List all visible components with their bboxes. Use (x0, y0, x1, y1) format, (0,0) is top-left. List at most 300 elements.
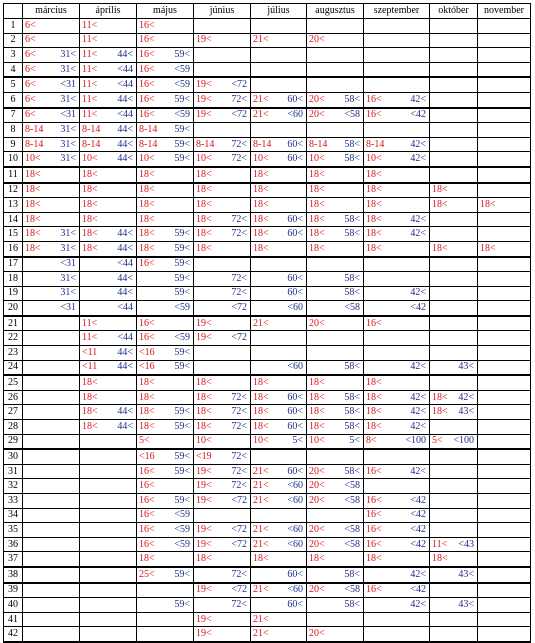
cell-blue-value: 42< (410, 598, 426, 610)
cell-red-value: 18< (432, 242, 448, 254)
cell-blue-value: 31< (60, 153, 76, 165)
table-cell (364, 301, 430, 316)
cell-red-value: 20< (309, 523, 325, 535)
table-cell (478, 92, 531, 107)
row-number: 18 (4, 272, 23, 287)
cell-blue-value: 43< (458, 598, 474, 610)
table-cell (80, 598, 137, 613)
cell-red-value: 18< (139, 198, 155, 210)
header-rownum (4, 4, 23, 19)
table-cell (430, 77, 478, 92)
cell-blue-value: 72< (231, 272, 247, 284)
cell-blue-value: <72 (231, 523, 247, 535)
cell-red-value: 18< (309, 420, 325, 432)
cell-red-value: 18< (196, 198, 212, 210)
table-row (4, 523, 531, 538)
row-number: 24 (4, 360, 23, 375)
table-cell (80, 33, 137, 48)
cell-red-value: 18< (139, 406, 155, 418)
cell-red-value: 18< (432, 391, 448, 403)
row-number: 8 (4, 123, 23, 138)
row-number: 33 (4, 494, 23, 509)
table-cell (478, 420, 531, 435)
table-cell (307, 390, 364, 405)
table-cell (251, 537, 307, 552)
cell-red-value: 18< (196, 391, 212, 403)
table-cell (194, 286, 251, 301)
table-cell (251, 567, 307, 583)
cell-blue-value: <72 (231, 109, 247, 121)
cell-red-value: 25< (139, 568, 155, 580)
table-cell (478, 286, 531, 301)
table-cell (80, 567, 137, 583)
table-cell (478, 434, 531, 449)
table-cell (307, 19, 364, 34)
table-cell (478, 598, 531, 613)
table-cell (307, 62, 364, 77)
table-cell (307, 494, 364, 509)
cell-red-value: 16< (139, 509, 155, 521)
cell-red-value: 18< (309, 184, 325, 196)
table-cell (478, 449, 531, 464)
cell-blue-value: 58< (344, 228, 360, 240)
cell-blue-value: <72 (231, 79, 247, 91)
table-cell (137, 241, 194, 256)
cell-blue-value: 42< (458, 391, 474, 403)
table-cell (430, 434, 478, 449)
cell-blue-value: <42 (410, 584, 426, 596)
cell-blue-value: 60< (287, 598, 303, 610)
table-cell (430, 92, 478, 107)
cell-blue-value: 72< (231, 138, 247, 150)
table-cell (80, 257, 137, 272)
row-number: 21 (4, 316, 23, 331)
cell-red-value: 18< (366, 213, 382, 225)
cell-blue-value: 59< (174, 123, 190, 135)
table-cell (194, 508, 251, 523)
cell-red-value: 18< (309, 377, 325, 389)
table-cell (430, 241, 478, 256)
row-number: 2 (4, 33, 23, 48)
cell-red-value: 20< (309, 628, 325, 640)
table-row (4, 227, 531, 242)
cell-red-value: 10< (139, 153, 155, 165)
table-cell (23, 627, 80, 642)
cell-blue-value: 44< (117, 242, 133, 254)
row-number: 35 (4, 523, 23, 538)
cell-blue-value: 59< (174, 287, 190, 299)
table-cell (307, 583, 364, 598)
table-cell (307, 375, 364, 390)
table-cell (194, 48, 251, 63)
table-cell (430, 567, 478, 583)
table-cell (194, 77, 251, 92)
cell-blue-value: 72< (231, 391, 247, 403)
cell-blue-value: 5< (292, 435, 303, 447)
cell-red-value: 11< (82, 93, 98, 105)
table-cell (80, 123, 137, 138)
cell-blue-value: <31 (60, 258, 76, 270)
cell-red-value: 16< (139, 494, 155, 506)
table-row (4, 137, 531, 152)
cell-red-value: <19 (196, 451, 212, 463)
table-cell (478, 137, 531, 152)
table-cell (251, 583, 307, 598)
cell-red-value: 18< (196, 406, 212, 418)
cell-blue-value: <72 (231, 332, 247, 344)
cell-blue-value: <59 (174, 332, 190, 344)
cell-blue-value: 58< (344, 153, 360, 165)
cell-blue-value: <59 (174, 509, 190, 521)
cell-blue-value: 58< (344, 272, 360, 284)
table-cell (251, 598, 307, 613)
cell-blue-value: <31 (60, 109, 76, 121)
cell-red-value: 18< (253, 213, 269, 225)
table-cell (251, 137, 307, 152)
table-cell (194, 19, 251, 34)
cell-red-value: 18< (82, 213, 98, 225)
cell-blue-value: 42< (410, 138, 426, 150)
table-row (4, 420, 531, 435)
cell-red-value: 8-14 (196, 138, 215, 150)
table-cell (137, 508, 194, 523)
table-cell (23, 479, 80, 494)
cell-blue-value: <42 (410, 494, 426, 506)
table-cell (478, 405, 531, 420)
cell-red-value: 21< (253, 584, 269, 596)
table-cell (430, 390, 478, 405)
cell-blue-value: <31 (60, 302, 76, 314)
table-cell (251, 316, 307, 331)
table-cell (80, 375, 137, 390)
table-cell (137, 346, 194, 361)
table-cell (307, 508, 364, 523)
table-row (4, 198, 531, 213)
cell-blue-value: 58< (344, 287, 360, 299)
table-row (4, 77, 531, 92)
table-cell (194, 301, 251, 316)
cell-blue-value: 59< (174, 272, 190, 284)
table-cell (430, 612, 478, 627)
table-cell (137, 537, 194, 552)
cell-red-value: 6< (25, 109, 36, 121)
row-number: 3 (4, 48, 23, 63)
table-cell (80, 494, 137, 509)
cell-red-value: 8-14 (139, 123, 158, 135)
cell-blue-value: 59< (174, 568, 190, 580)
table-cell (364, 316, 430, 331)
table-cell (478, 108, 531, 123)
cell-red-value: 18< (432, 553, 448, 565)
cell-blue-value: 42< (410, 361, 426, 373)
table-cell (194, 227, 251, 242)
table-cell (307, 552, 364, 567)
row-number: 1 (4, 19, 23, 34)
table-cell (430, 494, 478, 509)
cell-red-value: 18< (25, 228, 41, 240)
table-cell (478, 567, 531, 583)
cell-blue-value: 42< (410, 465, 426, 477)
table-cell (23, 494, 80, 509)
table-cell (194, 257, 251, 272)
cell-red-value: <11 (82, 361, 98, 373)
table-cell (137, 464, 194, 479)
table-cell (137, 212, 194, 227)
table-cell (251, 62, 307, 77)
cell-red-value: 16< (139, 63, 155, 75)
cell-blue-value: 42< (410, 406, 426, 418)
table-cell (430, 257, 478, 272)
table-cell (194, 375, 251, 390)
table-cell (23, 77, 80, 92)
table-cell (430, 33, 478, 48)
cell-red-value: 10< (82, 153, 98, 165)
table-cell (23, 241, 80, 256)
cell-blue-value: <60 (287, 523, 303, 535)
table-cell (307, 479, 364, 494)
table-cell (23, 405, 80, 420)
table-cell (80, 479, 137, 494)
table-cell (364, 77, 430, 92)
table-cell (364, 567, 430, 583)
cell-red-value: 8-14 (309, 138, 328, 150)
cell-red-value: 16< (139, 48, 155, 60)
table-cell (251, 123, 307, 138)
table-row (4, 257, 531, 272)
cell-blue-value: 59< (174, 48, 190, 60)
table-cell (23, 375, 80, 390)
table-cell (251, 48, 307, 63)
row-number: 9 (4, 137, 23, 152)
cell-red-value: 18< (432, 406, 448, 418)
table-cell (23, 123, 80, 138)
table-cell (430, 272, 478, 287)
cell-red-value: 18< (253, 420, 269, 432)
table-cell (478, 241, 531, 256)
cell-red-value: 16< (366, 93, 382, 105)
cell-blue-value: 72< (231, 228, 247, 240)
cell-blue-value: 60< (287, 287, 303, 299)
cell-blue-value: <60 (287, 538, 303, 550)
table-cell (80, 77, 137, 92)
table-cell (137, 77, 194, 92)
table-cell (194, 33, 251, 48)
table-cell (80, 331, 137, 346)
table-cell (137, 405, 194, 420)
table-cell (478, 583, 531, 598)
header-month: június (194, 4, 251, 19)
table-cell (80, 583, 137, 598)
cell-red-value: 18< (82, 420, 98, 432)
table-cell (478, 331, 531, 346)
cell-red-value: 18< (309, 228, 325, 240)
table-cell (23, 257, 80, 272)
table-cell (251, 420, 307, 435)
cell-red-value: 8-14 (366, 138, 385, 150)
cell-blue-value: <59 (174, 538, 190, 550)
row-number: 27 (4, 405, 23, 420)
row-number: 14 (4, 212, 23, 227)
table-cell (307, 434, 364, 449)
cell-blue-value: 72< (231, 153, 247, 165)
cell-red-value: 18< (253, 377, 269, 389)
table-cell (194, 360, 251, 375)
table-cell (307, 612, 364, 627)
row-number: 28 (4, 420, 23, 435)
table-cell (478, 227, 531, 242)
table-cell (194, 420, 251, 435)
cell-blue-value: 42< (410, 213, 426, 225)
table-cell (307, 627, 364, 642)
cell-blue-value: 58< (344, 138, 360, 150)
table-cell (430, 152, 478, 167)
cell-blue-value: 31< (60, 228, 76, 240)
table-cell (251, 272, 307, 287)
table-row (4, 583, 531, 598)
table-row (4, 48, 531, 63)
table-cell (23, 523, 80, 538)
table-cell (251, 464, 307, 479)
table-row (4, 286, 531, 301)
cell-blue-value: <58 (344, 109, 360, 121)
cell-red-value: 21< (253, 109, 269, 121)
table-cell (478, 167, 531, 183)
table-cell (307, 183, 364, 198)
cell-red-value: 18< (366, 406, 382, 418)
table-cell (80, 167, 137, 183)
table-cell (430, 212, 478, 227)
cell-red-value: 16< (139, 93, 155, 105)
table-cell (194, 390, 251, 405)
table-cell (430, 316, 478, 331)
cell-red-value: 10< (196, 435, 212, 447)
cell-red-value: 19< (196, 34, 212, 46)
table-cell (251, 227, 307, 242)
header-month: augusztus (307, 4, 364, 19)
table-cell (251, 212, 307, 227)
cell-red-value: 16< (139, 332, 155, 344)
table-cell (251, 508, 307, 523)
cell-blue-value: 31< (60, 63, 76, 75)
cell-red-value: 19< (196, 93, 212, 105)
schedule-table (3, 3, 531, 643)
row-number: 11 (4, 167, 23, 183)
cell-blue-value: 59< (174, 494, 190, 506)
table-cell (137, 19, 194, 34)
cell-red-value: 16< (366, 584, 382, 596)
cell-red-value: 8< (366, 435, 377, 447)
cell-blue-value: 31< (60, 93, 76, 105)
table-body (4, 19, 531, 642)
cell-red-value: 6< (25, 48, 36, 60)
cell-blue-value: 59< (174, 346, 190, 358)
cell-red-value: 21< (253, 93, 269, 105)
table-cell (251, 33, 307, 48)
table-cell (430, 62, 478, 77)
table-cell (137, 167, 194, 183)
cell-red-value: 18< (25, 242, 41, 254)
cell-blue-value: 31< (60, 138, 76, 150)
row-number: 40 (4, 598, 23, 613)
cell-red-value: 11< (82, 19, 98, 31)
table-cell (430, 123, 478, 138)
table-cell (307, 48, 364, 63)
table-cell (364, 33, 430, 48)
cell-red-value: 18< (25, 198, 41, 210)
table-cell (251, 449, 307, 464)
table-cell (194, 241, 251, 256)
cell-red-value: 10< (25, 153, 41, 165)
cell-blue-value: 42< (410, 153, 426, 165)
cell-red-value: 8-14 (25, 123, 44, 135)
table-row (4, 627, 531, 642)
cell-blue-value: <44 (117, 109, 133, 121)
header-month: július (251, 4, 307, 19)
cell-blue-value: <100 (405, 435, 426, 447)
table-cell (478, 375, 531, 390)
table-row (4, 598, 531, 613)
table-cell (364, 552, 430, 567)
table-cell (251, 627, 307, 642)
row-number: 6 (4, 92, 23, 107)
table-cell (80, 241, 137, 256)
table-cell (307, 152, 364, 167)
table-cell (80, 227, 137, 242)
cell-red-value: 8-14 (25, 138, 44, 150)
cell-red-value: 18< (82, 168, 98, 180)
row-number: 5 (4, 77, 23, 92)
table-cell (194, 583, 251, 598)
table-cell (194, 167, 251, 183)
table-cell (137, 198, 194, 213)
cell-blue-value: <100 (453, 435, 474, 447)
table-row (4, 108, 531, 123)
table-cell (251, 390, 307, 405)
table-cell (23, 434, 80, 449)
cell-red-value: 19< (196, 613, 212, 625)
table-cell (137, 390, 194, 405)
cell-blue-value: 60< (287, 272, 303, 284)
table-cell (137, 331, 194, 346)
table-cell (307, 241, 364, 256)
cell-red-value: 16< (139, 19, 155, 31)
cell-red-value: 21< (253, 628, 269, 640)
cell-red-value: 8-14 (82, 138, 101, 150)
cell-blue-value: <72 (231, 494, 247, 506)
table-cell (194, 152, 251, 167)
cell-red-value: 18< (196, 213, 212, 225)
table-cell (364, 92, 430, 107)
cell-red-value: 18< (25, 184, 41, 196)
table-cell (80, 92, 137, 107)
table-cell (194, 494, 251, 509)
table-cell (80, 523, 137, 538)
cell-red-value: 18< (82, 198, 98, 210)
cell-red-value: 16< (139, 79, 155, 91)
table-cell (194, 92, 251, 107)
table-cell (364, 405, 430, 420)
cell-red-value: 19< (196, 317, 212, 329)
cell-blue-value: 31< (60, 123, 76, 135)
table-cell (23, 316, 80, 331)
table-row (4, 449, 531, 464)
table-cell (478, 123, 531, 138)
cell-blue-value: <31 (60, 79, 76, 91)
table-cell (251, 92, 307, 107)
table-cell (478, 494, 531, 509)
table-cell (80, 183, 137, 198)
cell-blue-value: 44< (117, 406, 133, 418)
